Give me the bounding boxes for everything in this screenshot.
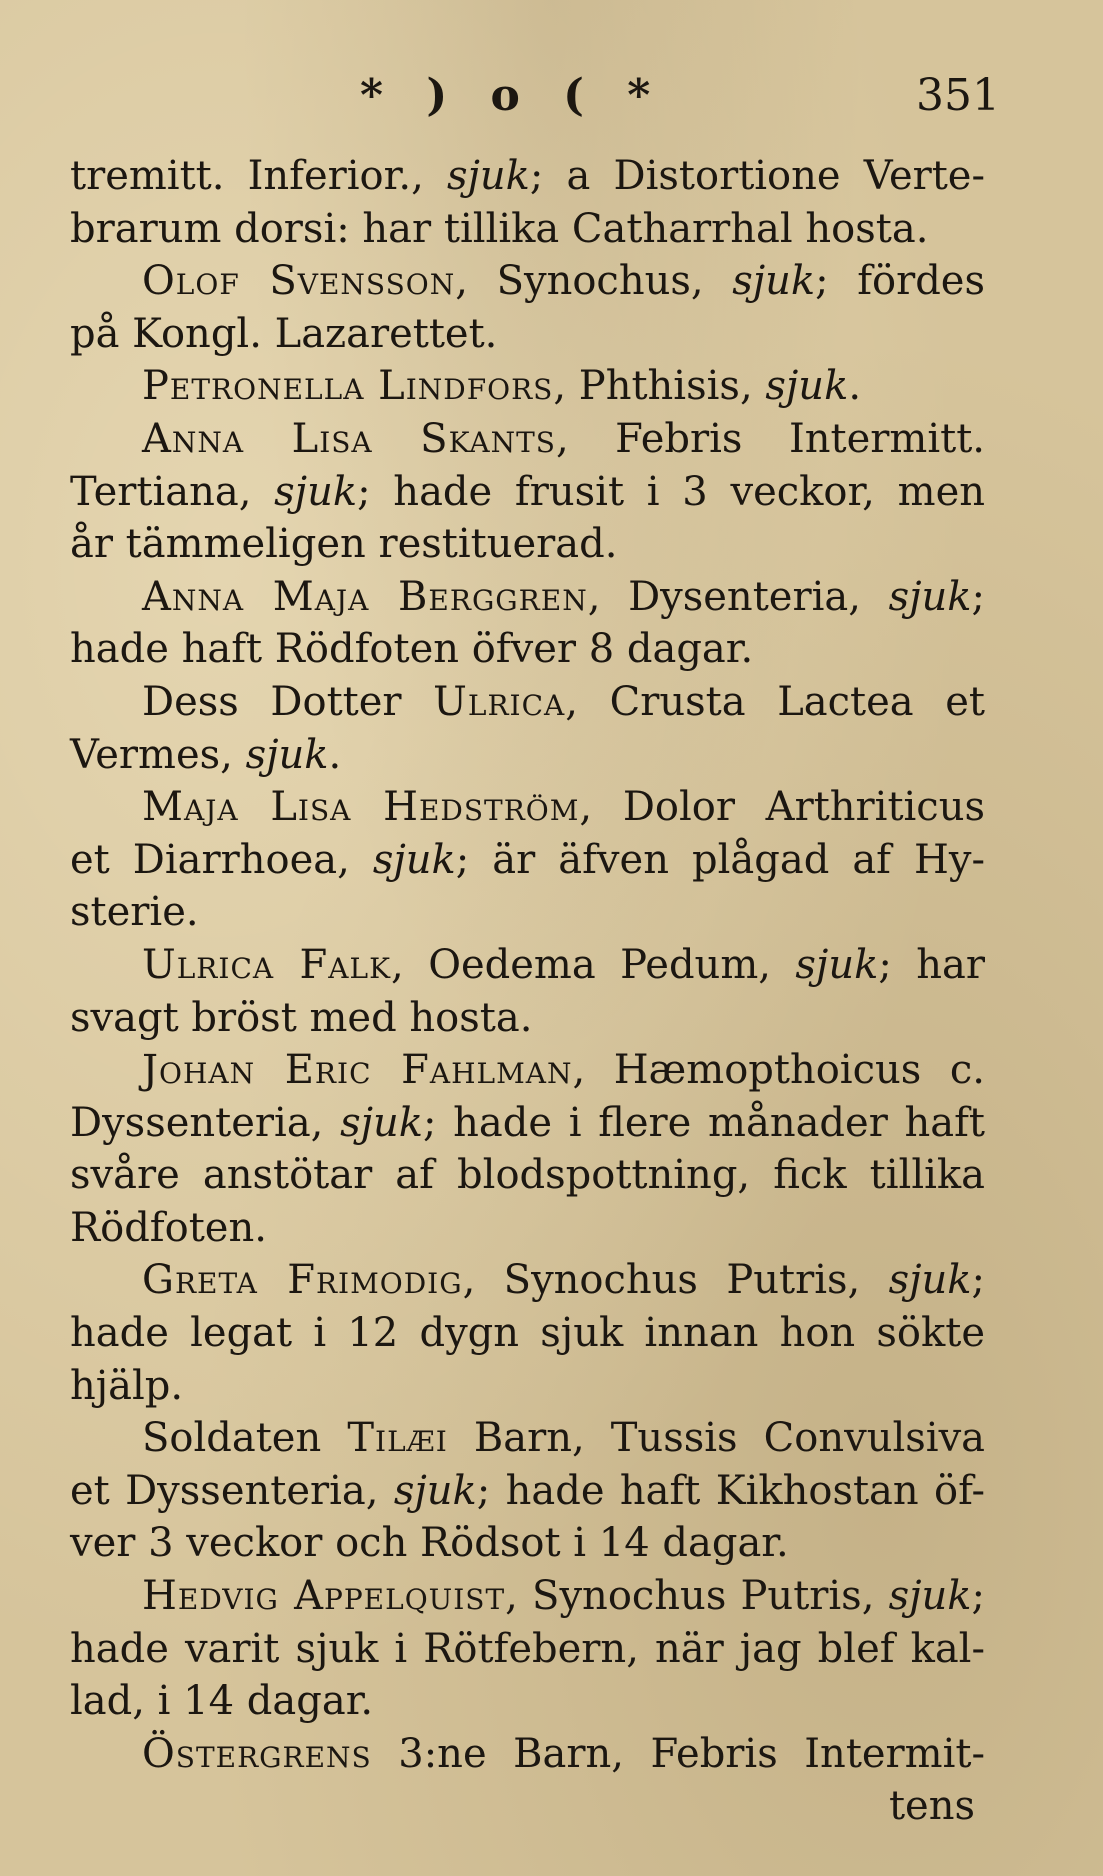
text-run: Rödfoten. [70, 1204, 267, 1251]
text-line [70, 360, 985, 413]
text-run: hjälp. [70, 1362, 184, 1409]
text-line [70, 992, 985, 1045]
patient-name: Johan Eric Fahlman [142, 1047, 573, 1094]
text-run: , Phthisis, [553, 363, 766, 410]
text-run: år tämmeligen restituerad. [70, 521, 618, 568]
text-run: , Synochus Putris, [505, 1573, 889, 1620]
text-line [70, 1517, 985, 1570]
status-italic: sjuk [372, 836, 456, 883]
status-italic: sjuk [245, 731, 329, 778]
text-run: Vermes, [70, 731, 246, 778]
text-run: hade haft Rödfoten öfver 8 dagar. [70, 626, 754, 673]
text-line [70, 781, 985, 834]
status-italic: sjuk [765, 363, 849, 410]
text-run: ; har [878, 941, 985, 988]
text-line [70, 1097, 985, 1150]
text-run: , Synochus Putris, [462, 1257, 889, 1304]
patient-name: Östergrens [142, 1730, 372, 1777]
text-line [70, 1149, 985, 1202]
text-line [70, 676, 985, 729]
patient-name: Tilæi [347, 1415, 448, 1462]
text-run: Dess Dotter [142, 678, 434, 725]
text-run: hade legat i 12 dygn sjuk innan hon sökte [70, 1310, 985, 1357]
text-run: tremitt. Inferior., [70, 153, 447, 199]
patient-name: Olof Svensson [142, 258, 456, 305]
text-run: svagt bröst med hosta. [70, 994, 533, 1041]
patient-name: Hedvig Appelquist [142, 1573, 506, 1620]
text-line [70, 1675, 985, 1728]
patient-name: Ulrica [433, 678, 566, 725]
text-run: svåre anstötar af blodspottning, fick tillika [70, 1152, 985, 1199]
text-line [70, 1202, 985, 1255]
text-line [70, 939, 985, 992]
patient-name: Ulrica Falk [142, 941, 392, 988]
patient-name: Maja Lisa Hedström [142, 784, 580, 831]
text-run: et Diarrhoea, [70, 836, 373, 883]
text-line [70, 308, 985, 361]
text-line [70, 413, 985, 466]
text-run: Dyssenteria, [70, 1099, 341, 1146]
text-run: ; a Distortione Verte- [529, 153, 985, 199]
text-line [70, 255, 985, 308]
status-italic: sjuk [795, 941, 879, 988]
text-line [70, 1465, 985, 1518]
text-line [70, 623, 985, 676]
text-run: , Hæmopthoicus c. [572, 1047, 985, 1094]
text-line [70, 1360, 985, 1413]
text-run: ; [971, 1573, 986, 1620]
text-run: hade varit sjuk i Rötfebern, när jag blef kal- [70, 1625, 985, 1672]
text-line [70, 834, 985, 887]
text-run: ; hade haft Kikhostan öf- [476, 1467, 985, 1514]
text-run: , Dysenteria, [587, 573, 889, 620]
text-run: brarum dorsi: har tillika Catharrhal hosta. [70, 205, 929, 252]
text-run: ; [971, 1257, 985, 1304]
status-italic: sjuk [732, 258, 816, 305]
patient-name: Greta Frimodig [142, 1257, 463, 1304]
header-ornament: * ) o ( * [360, 70, 665, 121]
running-header [300, 70, 1020, 130]
text-line [70, 203, 985, 256]
text-line [70, 729, 985, 782]
patient-name: Petronella Lindfors [142, 363, 554, 410]
text-line [70, 518, 985, 571]
text-run: , Oedema Pedum, [391, 941, 796, 988]
text-run: 3:ne Barn, Febris Intermit- [371, 1730, 985, 1777]
text-run: et Dyssenteria, [70, 1467, 394, 1514]
text-run: ; är äfven plågad af Hy- [455, 836, 985, 883]
text-run: lad, i 14 dagar. [70, 1678, 374, 1725]
text-run: , Dolor Arthriticus [579, 784, 985, 831]
page-number: 351 [916, 70, 1000, 121]
text-line [70, 1412, 985, 1465]
text-run: på Kongl. Lazarettet. [70, 310, 498, 357]
text-run: ver 3 veckor och Rödsot i 14 dagar. [70, 1520, 789, 1567]
text-line [70, 1254, 985, 1307]
text-line [70, 571, 985, 624]
text-run: ; hade i flere månader haft [423, 1099, 985, 1146]
text-run: . [848, 363, 862, 410]
status-italic: sjuk [446, 153, 530, 199]
text-line [70, 886, 985, 939]
text-line [70, 1623, 985, 1676]
text-run: Barn, Tussis Convulsiva [447, 1415, 986, 1462]
status-italic: sjuk [274, 468, 358, 515]
status-italic: sjuk [888, 1573, 972, 1620]
text-run: , Crusta Lactea et [565, 678, 985, 725]
patient-name: Anna Maja Berggren [142, 573, 588, 620]
text-run: tens [888, 1783, 975, 1830]
text-line [70, 1307, 985, 1360]
text-run: Tertiana, [70, 468, 275, 515]
text-line [70, 150, 985, 203]
status-italic: sjuk [888, 573, 972, 620]
text-run: sterie. [70, 889, 199, 936]
text-run: Soldaten [142, 1415, 348, 1462]
text-run: . [328, 731, 342, 778]
text-line [70, 466, 985, 519]
text-run: ; [971, 573, 985, 620]
text-run: ; hade frusit i 3 veckor, men [357, 468, 986, 515]
status-italic: sjuk [888, 1257, 972, 1304]
status-italic: sjuk [340, 1099, 423, 1146]
patient-name: Anna Lisa Skants [142, 415, 556, 462]
text-run: ; fördes [815, 258, 986, 305]
status-italic: sjuk [393, 1467, 477, 1514]
text-line [70, 1570, 985, 1623]
body-text [70, 150, 985, 1833]
catchword [70, 1780, 985, 1833]
text-line [70, 1044, 985, 1097]
text-run: , Synochus, [455, 258, 733, 305]
text-line [70, 1728, 985, 1781]
text-run: , Febris Intermitt. [555, 415, 985, 462]
